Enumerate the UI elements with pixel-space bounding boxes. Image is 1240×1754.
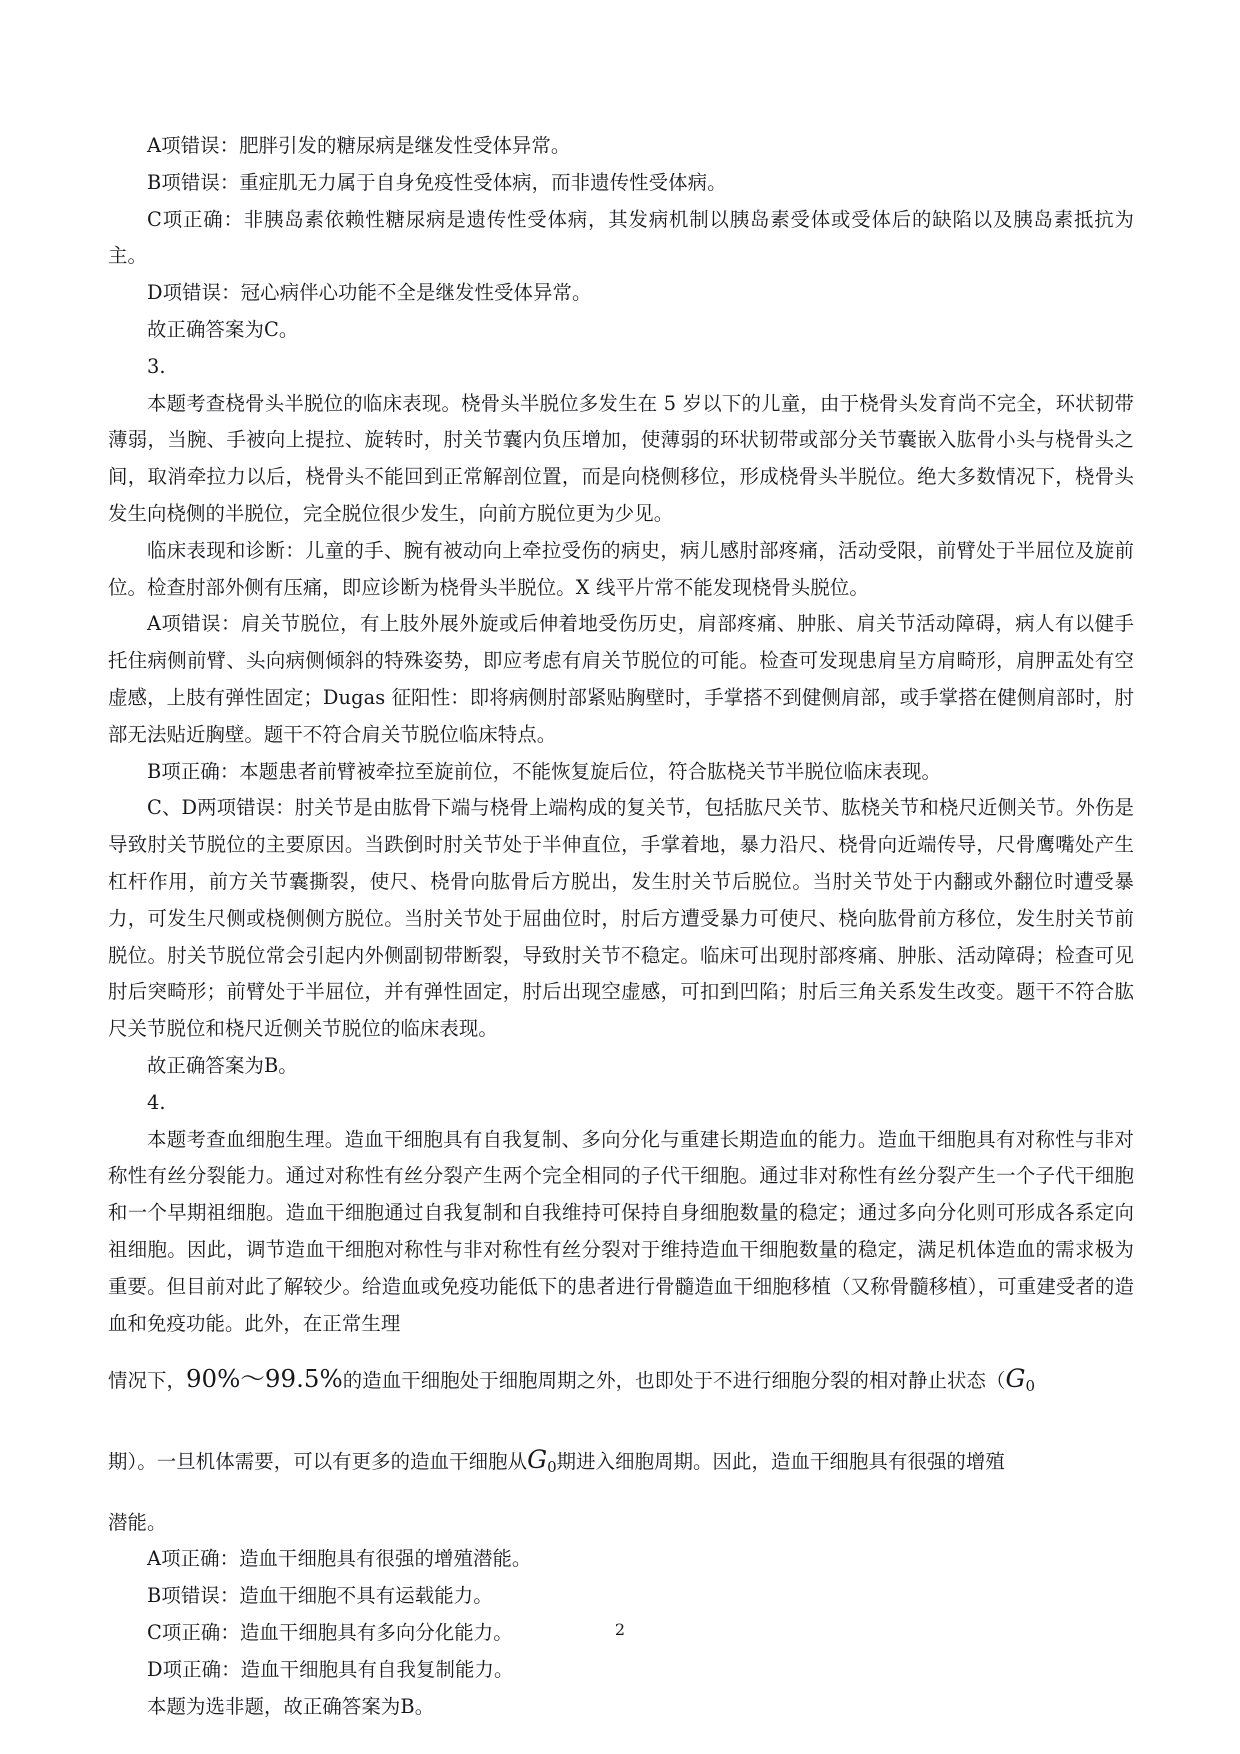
g-zero-subscript-2: 0 <box>547 1458 557 1477</box>
paragraph-explanation-q4 <box>108 1122 1134 1343</box>
paragraph-answer-q2: 故正确答案为C。 <box>147 317 299 341</box>
paragraph-option-a-q3: A项错误：肩关节脱位，有上肢外展外旋或后伸着地受伤历史，肩部疼痛、肿胀、肩关节活动障碍，病人有以健手托住病侧前臂、头向病侧倾斜的特殊姿势，即应考虑有肩关节脱位的可能。检查可发现患肩呈方肩畸形，肩胛盂处有空虚感，上肢有弹性固定；Dugas 征阳性：即将病侧肘部紧贴胸壁时，手掌搭不到健侧肩部，或手掌搭在健侧肩部时，肘部无法贴近胸壁。题干不符合肩关节脱位临床特点。 <box>108 612 1134 746</box>
paragraph-option-c-q4: C项正确：造血干细胞具有多向分化能力。 <box>147 1621 513 1645</box>
question-number-4: 4. <box>147 1090 166 1114</box>
math-lead-text-1: 情况下， <box>108 1369 186 1393</box>
paragraph-option-c-q2: C项正确：非胰岛素依赖性糖尿病是遗传性受体病，其发病机制以胰岛素受体或受体后的缺陷以及胰岛素抵抗为主。 <box>108 207 1134 268</box>
paragraph-q4-math-line-3: 潜能。 <box>108 1510 167 1534</box>
paragraph-option-cd-q3: C、D两项错误：肘关节是由肱骨下端与桡骨上端构成的复关节，包括肱尺关节、肱桡关节和桡尺近侧关节。外伤是导致肘关节脱位的主要原因。当跌倒时肘关节处于半伸直位，手掌着地，暴力沿尺、桡骨向近端传导，尺骨鹰嘴处产生杠杆作用，前方关节囊撕裂，使尺、桡骨向肱骨后方脱出，发生肘关节后脱位。当肘关节处于内翻或外翻位时遭受暴力，可发生尺侧或桡侧侧方脱位。当肘关节处于屈曲位时，肘后方遭受暴力可使尺、桡向肱骨前方移位，发生肘关节前脱位。肘关节脱位常会引起内外侧副韧带断裂，导致肘关节不稳定。临床可出现肘部疼痛、肿胀、活动障碍；检查可见肘后突畸形；前臂处于半屈位，并有弹性固定，肘后出现空虚感，可扣到凹陷；肘后三角关系发生改变。题干不符合肱尺关节脱位和桡尺近侧关节脱位的临床表现。 <box>108 796 1134 1041</box>
paragraph-option-a-q2: A项错误：肥胖引发的糖尿病是继发性受体异常。 <box>147 134 571 157</box>
g-zero-variable-open <box>1005 1364 1035 1396</box>
paragraph-option-b-q4: B项错误：造血干细胞不具有运载能力。 <box>147 1584 493 1608</box>
paragraph-answer-q4: 本题为选非题，故正确答案为B。 <box>147 1694 435 1718</box>
paragraph-option-d-q4: D项正确：造血干细胞具有自我复制能力。 <box>147 1657 514 1681</box>
page-body <box>108 128 1134 1725</box>
paragraph-q4-math-line-2 <box>108 1423 1134 1504</box>
percentage-range-formula: 90%～99.5% <box>185 1364 343 1394</box>
paragraph-option-b-q2: B项错误：重症肌无力属于自身免疫性受体病，而非遗传性受体病。 <box>147 170 727 194</box>
page-number: 2 <box>614 1620 626 1639</box>
math-tail-text: 期进入细胞周期。因此，造血干细胞具有很强的增殖 <box>556 1450 1005 1474</box>
g-zero-symbol-2: G <box>527 1445 548 1475</box>
g-zero-variable-second <box>527 1445 557 1477</box>
paragraph-option-d-q2: D项错误：冠心病伴心功能不全是继发性受体异常。 <box>147 281 592 305</box>
paragraph-option-b-q3: B项正确：本题患者前臂被牵拉至旋前位，不能恢复旋后位，符合肱桡关节半脱位临床表现。 <box>147 759 941 783</box>
math-mid-text-1: 的造血干细胞处于细胞周期之外，也即处于不进行细胞分裂的相对静止状态（ <box>342 1369 1006 1393</box>
paragraph-answer-q3: 故正确答案为B。 <box>147 1053 298 1077</box>
math-lead-text-2: 期）。一旦机体需要，可以有更多的造血干细胞从 <box>108 1450 528 1474</box>
paragraph-option-a-q4: A项正确：造血干细胞具有很强的增殖潜能。 <box>147 1547 532 1571</box>
question-number-3: 3. <box>147 354 166 378</box>
g-zero-subscript: 0 <box>1025 1377 1035 1396</box>
paragraph-q4-math-line-1 <box>108 1342 1134 1423</box>
paragraph-clinical-features-q3: 临床表现和诊断：儿童的手、腕有被动向上牵拉受伤的病史，病儿感肘部疼痛，活动受限，前臂处于半屈位及旋前位。检查肘部外侧有压痛，即应诊断为桡骨头半脱位。X 线平片常不能发现桡骨头脱位。 <box>108 538 1134 599</box>
explanation-q4-text: 本题考查血细胞生理。造血干细胞具有自我复制、多向分化与重建长期造血的能力。造血干细胞具有对称性与非对称性有丝分裂能力。通过对称性有丝分裂产生两个完全相同的子代干细胞。通过非对称性有丝分裂产生一个子代干细胞和一个早期祖细胞。造血干细胞通过自我复制和自我维持可保持自身细胞数量的稳定；通过多向分化则可形成各系定向祖细胞。因此，调节造血干细胞对称性与非对称性有丝分裂对于维持造血干细胞数量的稳定，满足机体造血的需求极为重要。但目前对此了解较少。给造血或免疫功能低下的患者进行骨髓造血干细胞移植（又称骨髓移植），可重建受者的造血和免疫功能。此外，在正常生理 <box>108 1127 1134 1335</box>
g-zero-symbol: G <box>1005 1364 1026 1394</box>
paragraph-explanation-q3: 本题考查桡骨头半脱位的临床表现。桡骨头半脱位多发生在 5 岁以下的儿童，由于桡骨头发育尚不完全，环状韧带薄弱，当腕、手被向上提拉、旋转时，肘关节囊内负压增加，使薄弱的环状韧带或部分关节囊嵌入肱骨小头与桡骨头之间，取消牵拉力以后，桡骨头不能回到正常解剖位置，而是向桡侧移位，形成桡骨头半脱位。绝大多数情况下，桡骨头发生向桡侧的半脱位，完全脱位很少发生，向前方脱位更为少见。 <box>108 391 1134 525</box>
